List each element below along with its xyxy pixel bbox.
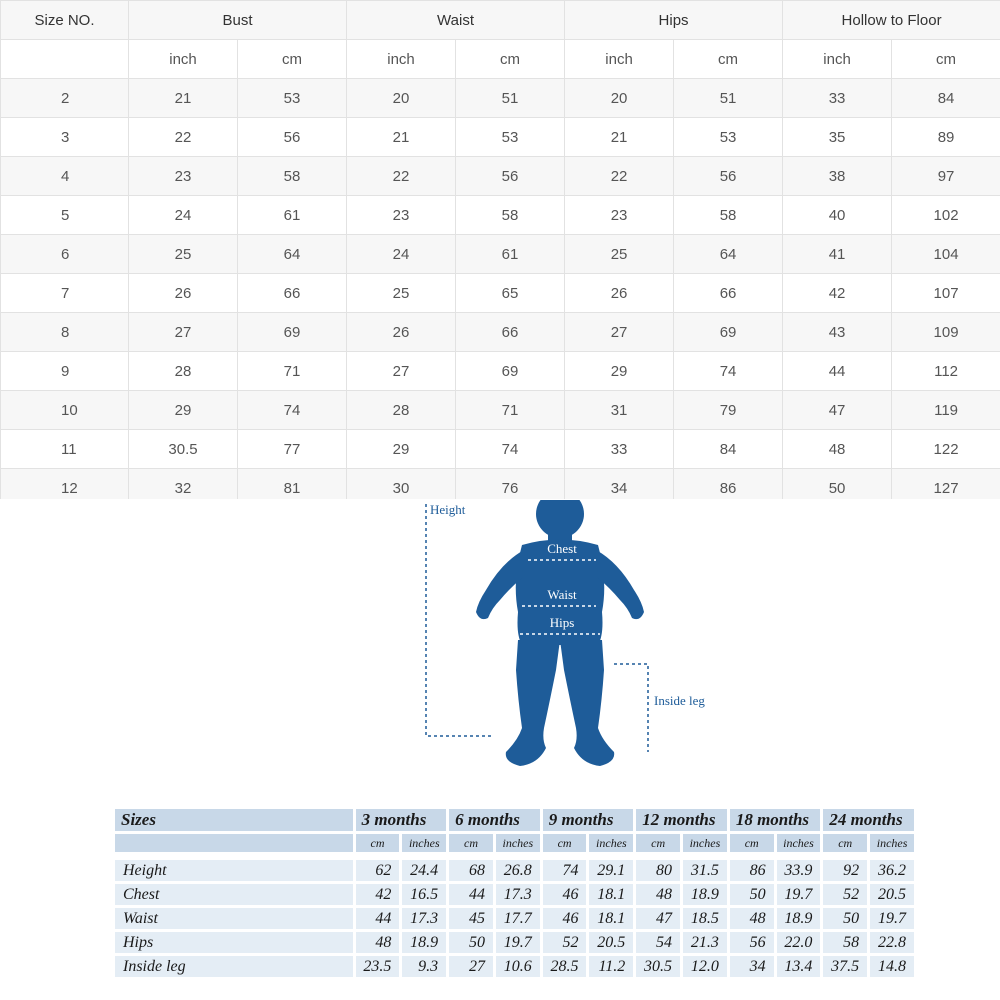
measurement-cell: 56 xyxy=(456,157,565,196)
header-size-no: Size NO. xyxy=(1,1,129,40)
measurement-cell: 107 xyxy=(892,274,1000,313)
measurement-cell: 40 xyxy=(783,196,892,235)
measurement-cell: 24 xyxy=(129,196,238,235)
measurement-cell: 26 xyxy=(565,274,674,313)
measurement-cell: 27 xyxy=(565,313,674,352)
baby-measurement-cell: 18.9 xyxy=(402,932,446,953)
baby-measurement-cell: 30.5 xyxy=(636,956,680,977)
measurement-cell: 104 xyxy=(892,235,1000,274)
baby-measurement-cell: 18.1 xyxy=(589,908,633,929)
measurement-cell: 29 xyxy=(129,391,238,430)
size-number-cell: 10 xyxy=(1,391,129,430)
baby-unit-label: cm xyxy=(730,834,774,852)
measurement-cell: 64 xyxy=(238,235,347,274)
measurement-cell: 48 xyxy=(783,430,892,469)
measurement-cell: 71 xyxy=(456,391,565,430)
baby-measurement-cell: 58 xyxy=(823,932,867,953)
measurement-cell: 44 xyxy=(783,352,892,391)
baby-measurement-cell: 42 xyxy=(356,884,400,905)
baby-measurement-cell: 52 xyxy=(543,932,587,953)
measurement-cell: 23 xyxy=(565,196,674,235)
baby-measurement-cell: 46 xyxy=(543,884,587,905)
baby-measurement-cell: 20.5 xyxy=(589,932,633,953)
baby-measurement-cell: 48 xyxy=(356,932,400,953)
baby-measurement-cell: 18.5 xyxy=(683,908,727,929)
measurement-cell: 26 xyxy=(347,313,456,352)
size-number-cell: 3 xyxy=(1,118,129,157)
table-row xyxy=(1,118,1000,157)
size-number-cell: 7 xyxy=(1,274,129,313)
measurement-cell: 53 xyxy=(674,118,783,157)
measurement-cell: 77 xyxy=(238,430,347,469)
baby-table-row xyxy=(115,908,914,929)
baby-measurement-cell: 19.7 xyxy=(777,884,821,905)
measurement-cell: 25 xyxy=(565,235,674,274)
measurement-cell: 56 xyxy=(674,157,783,196)
baby-measurement-cell: 44 xyxy=(356,908,400,929)
baby-measurement-cell: 74 xyxy=(543,860,587,881)
table-row xyxy=(1,352,1000,391)
baby-table-row xyxy=(115,932,914,953)
baby-row-label: Inside leg xyxy=(115,956,353,977)
baby-unit-label: inches xyxy=(870,834,914,852)
measurement-cell: 21 xyxy=(347,118,456,157)
baby-header-age: 9 months xyxy=(548,810,614,829)
label-waist: Waist xyxy=(547,587,577,602)
measurement-cell: 25 xyxy=(129,235,238,274)
measurement-cell: 20 xyxy=(565,79,674,118)
measurement-cell: 42 xyxy=(783,274,892,313)
measurement-cell: 112 xyxy=(892,352,1000,391)
baby-measurement-cell: 54 xyxy=(636,932,680,953)
baby-measurement-cell: 52 xyxy=(823,884,867,905)
table-row xyxy=(1,196,1000,235)
baby-measurement-cell: 50 xyxy=(449,932,493,953)
baby-measurement-cell: 16.5 xyxy=(402,884,446,905)
table-row xyxy=(1,157,1000,196)
size-number-cell: 4 xyxy=(1,157,129,196)
baby-header-age: 18 months xyxy=(735,810,810,829)
header-hollow-to-floor: Hollow to Floor xyxy=(783,1,1000,40)
baby-measurement-cell: 14.8 xyxy=(870,956,914,977)
measurement-cell: 66 xyxy=(674,274,783,313)
table-row xyxy=(1,79,1000,118)
baby-table-row xyxy=(115,956,914,977)
baby-header-age: 24 months xyxy=(829,810,903,829)
baby-unit-label: cm xyxy=(356,834,400,852)
child-measurement-figure xyxy=(410,500,740,775)
measurement-cell: 35 xyxy=(783,118,892,157)
unit-label: cm xyxy=(456,40,565,79)
table-row xyxy=(1,469,1000,500)
unit-label: inch xyxy=(783,40,892,79)
table-row xyxy=(1,430,1000,469)
measurement-cell: 86 xyxy=(674,469,783,500)
size-number-cell: 8 xyxy=(1,313,129,352)
baby-unit-label: inches xyxy=(777,834,821,852)
baby-unit-label: cm xyxy=(636,834,680,852)
baby-table-row xyxy=(115,884,914,905)
measurement-cell: 66 xyxy=(456,313,565,352)
measurement-cell: 58 xyxy=(238,157,347,196)
measurement-cell: 22 xyxy=(565,157,674,196)
baby-row-label: Hips xyxy=(115,932,353,953)
measurement-cell: 56 xyxy=(238,118,347,157)
baby-row-label: Waist xyxy=(115,908,353,929)
header-hips: Hips xyxy=(565,1,783,40)
measurement-cell: 47 xyxy=(783,391,892,430)
measurement-cell: 61 xyxy=(456,235,565,274)
baby-measurement-cell: 20.5 xyxy=(870,884,914,905)
measurement-cell: 21 xyxy=(129,79,238,118)
measurement-cell: 34 xyxy=(565,469,674,500)
measurement-cell: 53 xyxy=(456,118,565,157)
measurement-cell: 29 xyxy=(347,430,456,469)
baby-measurement-cell: 33.9 xyxy=(777,860,821,881)
measurement-cell: 71 xyxy=(238,352,347,391)
baby-measurement-cell: 11.2 xyxy=(589,956,633,977)
measurement-cell: 21 xyxy=(565,118,674,157)
measurement-cell: 28 xyxy=(129,352,238,391)
baby-measurement-cell: 28.5 xyxy=(543,956,587,977)
measurement-cell: 89 xyxy=(892,118,1000,157)
baby-measurement-cell: 19.7 xyxy=(496,932,540,953)
measurement-cell: 27 xyxy=(129,313,238,352)
measurement-cell: 30 xyxy=(347,469,456,500)
baby-header-age: 12 months xyxy=(642,810,716,829)
measurement-cell: 84 xyxy=(892,79,1000,118)
size-number-cell: 9 xyxy=(1,352,129,391)
baby-measurement-cell: 18.9 xyxy=(683,884,727,905)
measurement-cell: 102 xyxy=(892,196,1000,235)
baby-measurement-cell: 31.5 xyxy=(683,860,727,881)
measurement-cell: 66 xyxy=(238,274,347,313)
baby-measurement-cell: 10.6 xyxy=(496,956,540,977)
measurement-cell: 127 xyxy=(892,469,1000,500)
measurement-cell: 109 xyxy=(892,313,1000,352)
measurement-cell: 69 xyxy=(674,313,783,352)
measurement-cell: 61 xyxy=(238,196,347,235)
baby-measurement-cell: 17.3 xyxy=(402,908,446,929)
baby-measurement-cell: 23.5 xyxy=(356,956,400,977)
measurement-cell: 26 xyxy=(129,274,238,313)
unit-label: cm xyxy=(892,40,1000,79)
measurement-cell: 38 xyxy=(783,157,892,196)
baby-measurement-cell: 18.9 xyxy=(777,908,821,929)
measurement-cell: 33 xyxy=(783,79,892,118)
unit-label: cm xyxy=(238,40,347,79)
unit-label: inch xyxy=(129,40,238,79)
measurement-cell: 64 xyxy=(674,235,783,274)
measurement-cell: 22 xyxy=(347,157,456,196)
measurement-cell: 65 xyxy=(456,274,565,313)
table-row xyxy=(1,235,1000,274)
unit-label: cm xyxy=(674,40,783,79)
baby-table-row xyxy=(115,860,914,881)
label-chest: Chest xyxy=(547,541,577,556)
baby-measurement-cell: 45 xyxy=(449,908,493,929)
baby-measurement-cell: 22.8 xyxy=(870,932,914,953)
measurement-cell: 74 xyxy=(456,430,565,469)
measurement-cell: 74 xyxy=(674,352,783,391)
size-number-cell: 5 xyxy=(1,196,129,235)
measurement-cell: 74 xyxy=(238,391,347,430)
child-silhouette xyxy=(476,500,644,766)
measurement-cell: 28 xyxy=(347,391,456,430)
baby-measurement-cell: 86 xyxy=(730,860,774,881)
baby-header-sizes: Sizes xyxy=(121,810,156,829)
baby-measurement-cell: 26.8 xyxy=(496,860,540,881)
header-bust: Bust xyxy=(129,1,347,40)
baby-measurement-cell: 47 xyxy=(636,908,680,929)
baby-measurement-cell: 46 xyxy=(543,908,587,929)
measurement-cell: 30.5 xyxy=(129,430,238,469)
size-chart-section xyxy=(0,0,1000,499)
measurement-cell: 84 xyxy=(674,430,783,469)
baby-measurement-cell: 22.0 xyxy=(777,932,821,953)
units-blank-cell xyxy=(1,40,129,79)
measurement-cell: 122 xyxy=(892,430,1000,469)
size-number-cell: 12 xyxy=(1,469,129,500)
baby-row-label: Height xyxy=(115,860,353,881)
table-row xyxy=(1,274,1000,313)
unit-label: inch xyxy=(347,40,456,79)
baby-measurement-cell: 17.3 xyxy=(496,884,540,905)
baby-measurement-cell: 50 xyxy=(730,884,774,905)
table-row xyxy=(1,313,1000,352)
measurement-cell: 69 xyxy=(456,352,565,391)
baby-size-table xyxy=(112,806,917,980)
baby-unit-label: inches xyxy=(683,834,727,852)
baby-unit-label: cm xyxy=(823,834,867,852)
baby-measurement-cell: 48 xyxy=(636,884,680,905)
measurement-cell: 27 xyxy=(347,352,456,391)
measurement-cell: 58 xyxy=(674,196,783,235)
measurement-cell: 31 xyxy=(565,391,674,430)
baby-measurement-cell: 50 xyxy=(823,908,867,929)
measurement-cell: 119 xyxy=(892,391,1000,430)
measurement-cell: 23 xyxy=(129,157,238,196)
baby-measurement-cell: 19.7 xyxy=(870,908,914,929)
baby-measurement-cell: 13.4 xyxy=(777,956,821,977)
measurement-cell: 41 xyxy=(783,235,892,274)
size-number-cell: 11 xyxy=(1,430,129,469)
baby-measurement-cell: 92 xyxy=(823,860,867,881)
measurement-cell: 50 xyxy=(783,469,892,500)
measurement-cell: 33 xyxy=(565,430,674,469)
size-number-cell: 2 xyxy=(1,79,129,118)
label-inside-leg: Inside leg xyxy=(654,693,705,708)
baby-unit-label: inches xyxy=(496,834,540,852)
baby-row-label: Chest xyxy=(115,884,353,905)
measurement-cell: 81 xyxy=(238,469,347,500)
baby-measurement-cell: 9.3 xyxy=(402,956,446,977)
measurement-cell: 69 xyxy=(238,313,347,352)
baby-measurement-cell: 62 xyxy=(356,860,400,881)
baby-measurement-cell: 44 xyxy=(449,884,493,905)
baby-unit-label: inches xyxy=(589,834,633,852)
baby-measurement-cell: 18.1 xyxy=(589,884,633,905)
baby-header-age: 6 months xyxy=(455,810,520,829)
unit-label: inch xyxy=(565,40,674,79)
header-waist: Waist xyxy=(347,1,565,40)
baby-header-age: 3 months xyxy=(361,810,427,829)
baby-subheader-blank xyxy=(115,834,353,852)
baby-unit-label: inches xyxy=(402,834,446,852)
measurement-cell: 51 xyxy=(674,79,783,118)
baby-measurement-cell: 56 xyxy=(730,932,774,953)
baby-measurement-cell: 12.0 xyxy=(683,956,727,977)
baby-measurement-cell: 36.2 xyxy=(870,860,914,881)
measurement-cell: 79 xyxy=(674,391,783,430)
baby-measurement-cell: 29.1 xyxy=(589,860,633,881)
baby-measurement-cell: 21.3 xyxy=(683,932,727,953)
measurement-cell: 58 xyxy=(456,196,565,235)
baby-unit-label: cm xyxy=(449,834,493,852)
baby-measurement-cell: 34 xyxy=(730,956,774,977)
baby-unit-label: cm xyxy=(543,834,587,852)
measurement-cell: 43 xyxy=(783,313,892,352)
baby-measurement-cell: 24.4 xyxy=(402,860,446,881)
measurement-cell: 51 xyxy=(456,79,565,118)
measurement-cell: 24 xyxy=(347,235,456,274)
measurement-cell: 20 xyxy=(347,79,456,118)
baby-measurement-cell: 48 xyxy=(730,908,774,929)
baby-measurement-cell: 17.7 xyxy=(496,908,540,929)
measurement-cell: 32 xyxy=(129,469,238,500)
measurement-cell: 76 xyxy=(456,469,565,500)
spacer xyxy=(115,855,914,857)
baby-measurement-cell: 80 xyxy=(636,860,680,881)
measurement-cell: 25 xyxy=(347,274,456,313)
measurement-cell: 97 xyxy=(892,157,1000,196)
baby-measurement-cell: 68 xyxy=(449,860,493,881)
table-row xyxy=(1,391,1000,430)
measurement-cell: 29 xyxy=(565,352,674,391)
label-height: Height xyxy=(430,502,466,517)
baby-measurement-cell: 27 xyxy=(449,956,493,977)
measurement-cell: 23 xyxy=(347,196,456,235)
size-chart-table xyxy=(0,0,1000,499)
measurement-cell: 22 xyxy=(129,118,238,157)
measurement-cell: 53 xyxy=(238,79,347,118)
baby-measurement-cell: 37.5 xyxy=(823,956,867,977)
label-hips: Hips xyxy=(549,615,575,630)
size-number-cell: 6 xyxy=(1,235,129,274)
